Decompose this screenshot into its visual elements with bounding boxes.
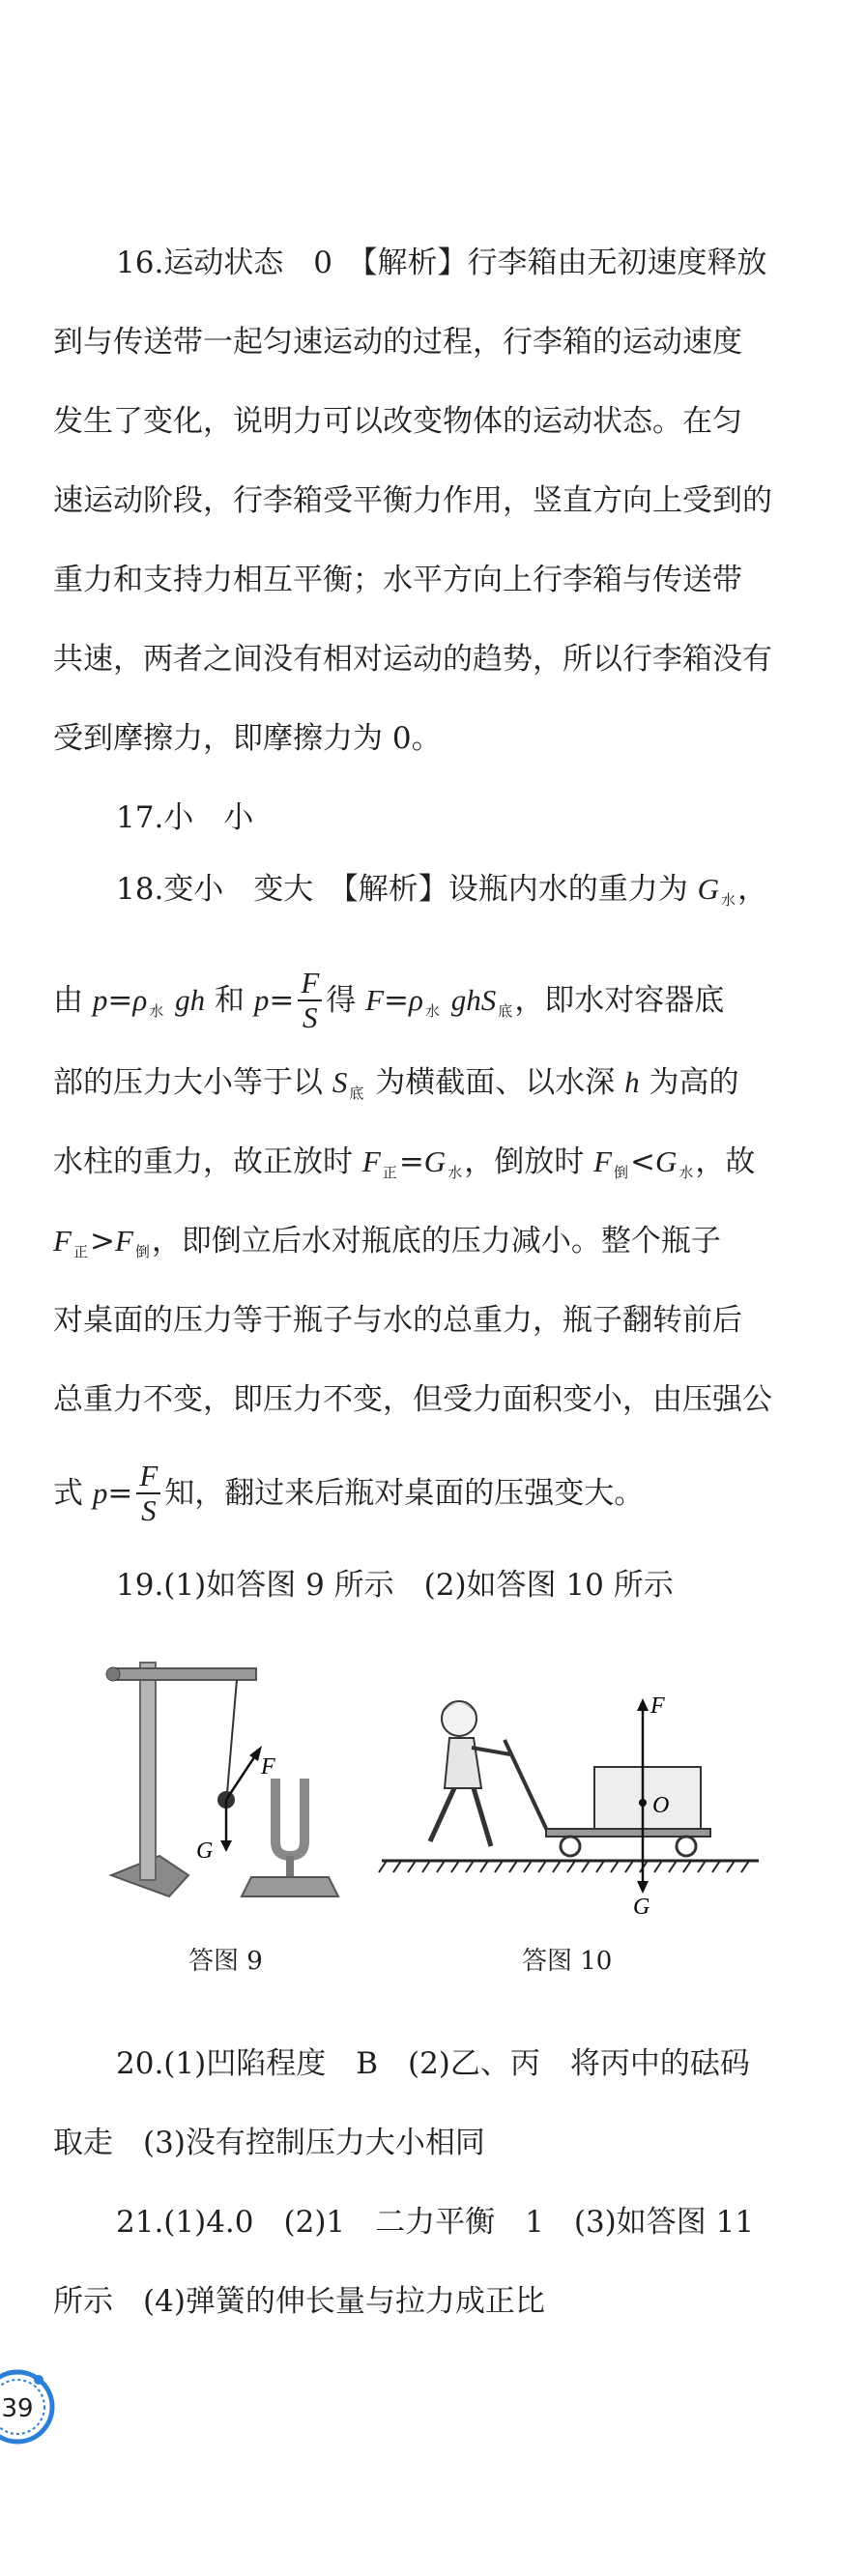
sub-down: 倒 [614, 1164, 629, 1181]
fork-stem [286, 1856, 294, 1877]
var-G: G [423, 1144, 447, 1178]
force-G-arrowhead [220, 1840, 232, 1852]
child-leg-front [474, 1788, 491, 1846]
badge-dot [34, 2375, 43, 2385]
q18-text: 为高的 [639, 1065, 739, 1100]
var-G: G [655, 1144, 678, 1178]
ground-hatch [379, 1861, 749, 1872]
sub-down: 倒 [134, 1243, 150, 1260]
pendulum-string [227, 1680, 237, 1793]
sub-bottom: 底 [349, 1085, 364, 1102]
fork-base [242, 1877, 338, 1896]
sub-up: 正 [382, 1164, 397, 1181]
q18-line-6: 对桌面的压力等于瓶子与水的总重力，瓶子翻转前后 [53, 1303, 742, 1338]
box-on-cart [594, 1767, 701, 1829]
var-p: p [92, 1476, 108, 1510]
q16-line-5: 重力和支持力相互平衡；水平方向上行李箱与传送带 [53, 563, 742, 597]
q16-line-6: 共速，两者之间没有相对运动的趋势，所以行李箱没有 [53, 642, 772, 677]
force-G-arrowhead [637, 1881, 649, 1894]
q20-line-2: 取走 (3)没有控制压力大小相同 [53, 2126, 485, 2160]
sub-water: 水 [447, 1164, 463, 1181]
var-rho: ρ [409, 983, 423, 1017]
cart-wheel-right [677, 1837, 696, 1856]
q18-text: ，即水对容器底 [514, 983, 725, 1018]
frac-numerator: F [298, 967, 322, 1001]
var-F: F [365, 983, 385, 1017]
label-F: F [650, 1693, 665, 1719]
figure-10-diagram [377, 1672, 773, 1914]
equals: = [107, 983, 133, 1018]
var-F: F [593, 1144, 612, 1178]
frac-denominator: S [303, 999, 318, 1034]
var-S: S [332, 1065, 348, 1099]
force-F-arrowhead [637, 1698, 649, 1711]
q18-text: 式 [53, 1476, 93, 1511]
figure-9-diagram [92, 1643, 362, 1914]
var-F: F [114, 1224, 133, 1258]
sub-water: 水 [149, 1002, 164, 1020]
cart-wheel-left [561, 1837, 580, 1856]
comma: ， [737, 872, 768, 907]
tuning-fork [275, 1779, 304, 1856]
q20-line-1: 20.(1)凹陷程度 B (2)乙、丙 将丙中的砝码 [116, 2046, 750, 2081]
var-G: G [697, 872, 720, 906]
q18-text: ，即倒立后水对瓶底的压力减小。整个瓶子 [151, 1224, 721, 1259]
var-F: F [361, 1144, 381, 1178]
q18-line-7: 总重力不变，即压力不变，但受力面积变小，由压强公 [53, 1382, 772, 1417]
sub-water: 水 [424, 1002, 440, 1020]
fraction-F-over-S [136, 1460, 160, 1527]
q18-line-8 [53, 1460, 826, 1529]
var-p: p [92, 983, 108, 1017]
equals: = [107, 1476, 133, 1511]
sub-water: 水 [721, 891, 736, 909]
var-p: p [253, 983, 270, 1017]
equals: = [398, 1144, 424, 1179]
equals: = [384, 983, 410, 1018]
q18-text: 由 [53, 983, 93, 1018]
label-G: G [196, 1838, 214, 1864]
q18-text: 为横截面、以水深 [365, 1065, 625, 1100]
cart-handle [505, 1740, 549, 1835]
q18-text: 和 [205, 983, 254, 1018]
q21-line-1: 21.(1)4.0 (2)1 二力平衡 1 (3)如答图 11 [116, 2205, 755, 2240]
beam-knob [106, 1667, 120, 1681]
var-rho: ρ [132, 983, 148, 1017]
q17-line-1: 17.小 小 [116, 800, 254, 835]
child-body [445, 1738, 481, 1788]
sub-water: 水 [678, 1164, 694, 1181]
label-G: G [633, 1895, 650, 1914]
q16-line-4: 速运动阶段，行李箱受平衡力作用，竖直方向上受到的 [53, 483, 772, 518]
q19-line-1: 19.(1)如答图 9 所示 (2)如答图 10 所示 [116, 1568, 674, 1603]
child-head [442, 1701, 476, 1736]
q16-line-2: 到与传送带一起匀速运动的过程，行李箱的运动速度 [53, 325, 742, 360]
page-number: 39 [1, 2394, 34, 2423]
var-F: F [53, 1224, 72, 1258]
q18-line-3 [53, 1063, 826, 1107]
label-F: F [261, 1754, 275, 1780]
var-gh: gh [175, 983, 206, 1017]
child-arm [472, 1748, 510, 1754]
q18-line-2 [53, 967, 826, 1039]
q18-line-5 [53, 1222, 826, 1265]
stand-beam [111, 1668, 256, 1680]
q18-line-1 [116, 870, 866, 913]
var-ghS: ghS [450, 983, 497, 1017]
q21-line-2: 所示 (4)弹簧的伸长量与拉力成正比 [53, 2284, 545, 2319]
equals: = [269, 983, 295, 1018]
frac-denominator: S [141, 1492, 157, 1527]
sub-up: 正 [72, 1243, 88, 1260]
q18-text: ，故 [695, 1144, 756, 1179]
q16-line-3: 发生了变化，说明力可以改变物体的运动状态。在匀 [53, 404, 742, 439]
figure-9-caption: 答图 9 [188, 1947, 263, 1976]
less-than: < [630, 1144, 655, 1179]
stand-pole [140, 1663, 156, 1880]
label-O: O [652, 1793, 670, 1818]
q18-text: 知，翻过来后瓶对桌面的压强变大。 [164, 1476, 645, 1511]
greater-than: > [89, 1224, 115, 1259]
q18-text: 水柱的重力，故正放时 [53, 1144, 362, 1179]
q18-text: 部的压力大小等于以 [53, 1065, 332, 1100]
frac-numerator: F [136, 1460, 160, 1494]
child-leg-back [430, 1788, 454, 1841]
q18-text: ，倒放时 [464, 1144, 594, 1179]
var-h: h [624, 1065, 640, 1099]
sub-bottom: 底 [498, 1002, 513, 1020]
figure-10-caption: 答图 10 [522, 1947, 613, 1976]
q18-line-4 [53, 1143, 826, 1186]
page-number-badge [0, 2368, 56, 2446]
q16-line-7: 受到摩擦力，即摩擦力为 0。 [53, 721, 442, 756]
q18-text: 得 [326, 983, 366, 1018]
q18-text: 18.变小 变大 【解析】设瓶内水的重力为 [116, 872, 698, 907]
q16-line-1: 16.运动状态 0 【解析】行李箱由无初速度释放 [116, 246, 767, 280]
fraction-F-over-S [298, 967, 322, 1034]
